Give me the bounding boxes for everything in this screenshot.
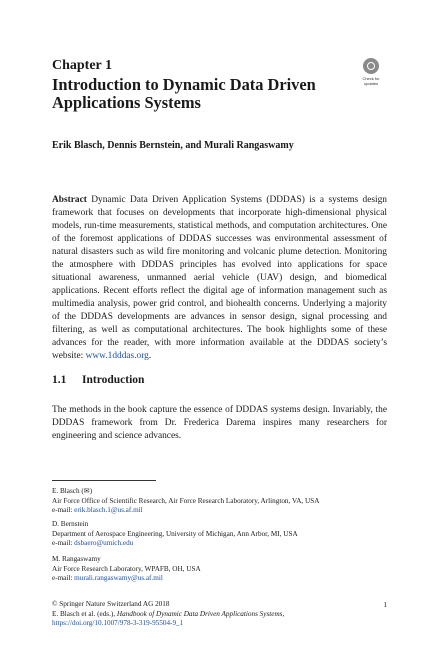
- affiliation-person: D. Bernstein: [52, 520, 89, 528]
- abstract-lead: Abstract: [52, 195, 87, 205]
- affiliation-org: Department of Aerospace Engineering, University of Michigan, Ann Arbor, MI, USA: [52, 529, 298, 538]
- abstract-end: .: [148, 351, 152, 361]
- email-link[interactable]: erik.blasch.1@us.af.mil: [74, 506, 143, 515]
- page-number: 1: [383, 600, 387, 609]
- email-label: e-mail:: [52, 539, 75, 548]
- check-for-updates-badge[interactable]: [358, 58, 384, 90]
- section-title: Introduction: [82, 374, 145, 386]
- chapter-title: Introduction to Dynamic Data Driven Applications Systems: [52, 75, 316, 112]
- affiliation-blasch: [52, 487, 392, 516]
- abstract-paragraph: [52, 194, 387, 363]
- email-label: e-mail:: [52, 574, 75, 583]
- affiliation-email-line: [52, 506, 392, 516]
- citation-prefix: E. Blasch et al. (eds.),: [52, 609, 117, 618]
- email-link[interactable]: dsbaero@umich.edu: [74, 539, 134, 548]
- affiliation-email-line: [52, 539, 392, 549]
- affiliation-person: M. Rangaswamy: [52, 555, 101, 563]
- chapter-label: Chapter 1: [52, 58, 113, 73]
- section-number: 1.1: [52, 374, 67, 386]
- footnote-divider: [52, 480, 156, 481]
- society-website-link[interactable]: www.1dddas.org: [85, 351, 149, 361]
- badge-text: Check for updates: [362, 76, 380, 86]
- author-list: Erik Blasch, Dennis Bernstein, and Murali Rangaswamy: [52, 140, 294, 151]
- citation-suffix: ,: [282, 609, 285, 618]
- email-link[interactable]: murali.rangaswamy@us.af.mil: [74, 574, 163, 583]
- citation-line: [52, 610, 372, 620]
- intro-paragraph: The methods in the book capture the essence of DDDAS systems design. Invariably, the DDDAS framework from Dr. Frederica Darema inspires many researchers for engineering and science advances.: [52, 405, 387, 441]
- section-heading: [52, 373, 144, 387]
- affiliation-bernstein: [52, 520, 392, 549]
- affiliation-org: Air Force Office of Scientific Research, Air Force Research Laboratory, Arlington, VA, USA: [52, 496, 320, 505]
- affiliation-person: E. Blasch (✉): [52, 487, 93, 495]
- affiliation-rangaswamy: [52, 555, 392, 584]
- page-footer: [52, 600, 372, 629]
- abstract-body: Dynamic Data Driven Application Systems (DDDAS) is a systems design framework that focuses on developments that incorporate high-dimensional physical models, run-time measurements, statistical methods, and computation architectures. One of the foremost applications of DDDAS successes was environmental assessment of natural disasters such as wild fire monitoring and volcanic plume detection. Monitoring the atmosphere with DDDAS principles has evolved into applications for space situational awareness, unmanned aerial vehicle (UAV) design, and biomedical applications. Recent efforts reflect the digital age of information management such as multimedia analysis, power grid control, and biohealth concerns. Underlying a majority of the DDDAS developments are advances in sensor design, signal processing and filtering, as well as computational architectures. The book highlights some of these advances for the reader, with more information available at the DDDAS society’s website:: [52, 195, 387, 361]
- affiliation-org: Air Force Research Laboratory, WPAFB, OH, USA: [52, 564, 201, 573]
- affiliation-email-line: [52, 574, 392, 584]
- copyright-line: © Springer Nature Switzerland AG 2018: [52, 600, 170, 608]
- doi-link[interactable]: https://doi.org/10.1007/978-3-319-95504-9_1: [52, 619, 184, 628]
- email-label: e-mail:: [52, 506, 75, 515]
- check-for-updates-icon: [363, 58, 379, 74]
- citation-title: Handbook of Dynamic Data Driven Applications Systems: [116, 609, 283, 618]
